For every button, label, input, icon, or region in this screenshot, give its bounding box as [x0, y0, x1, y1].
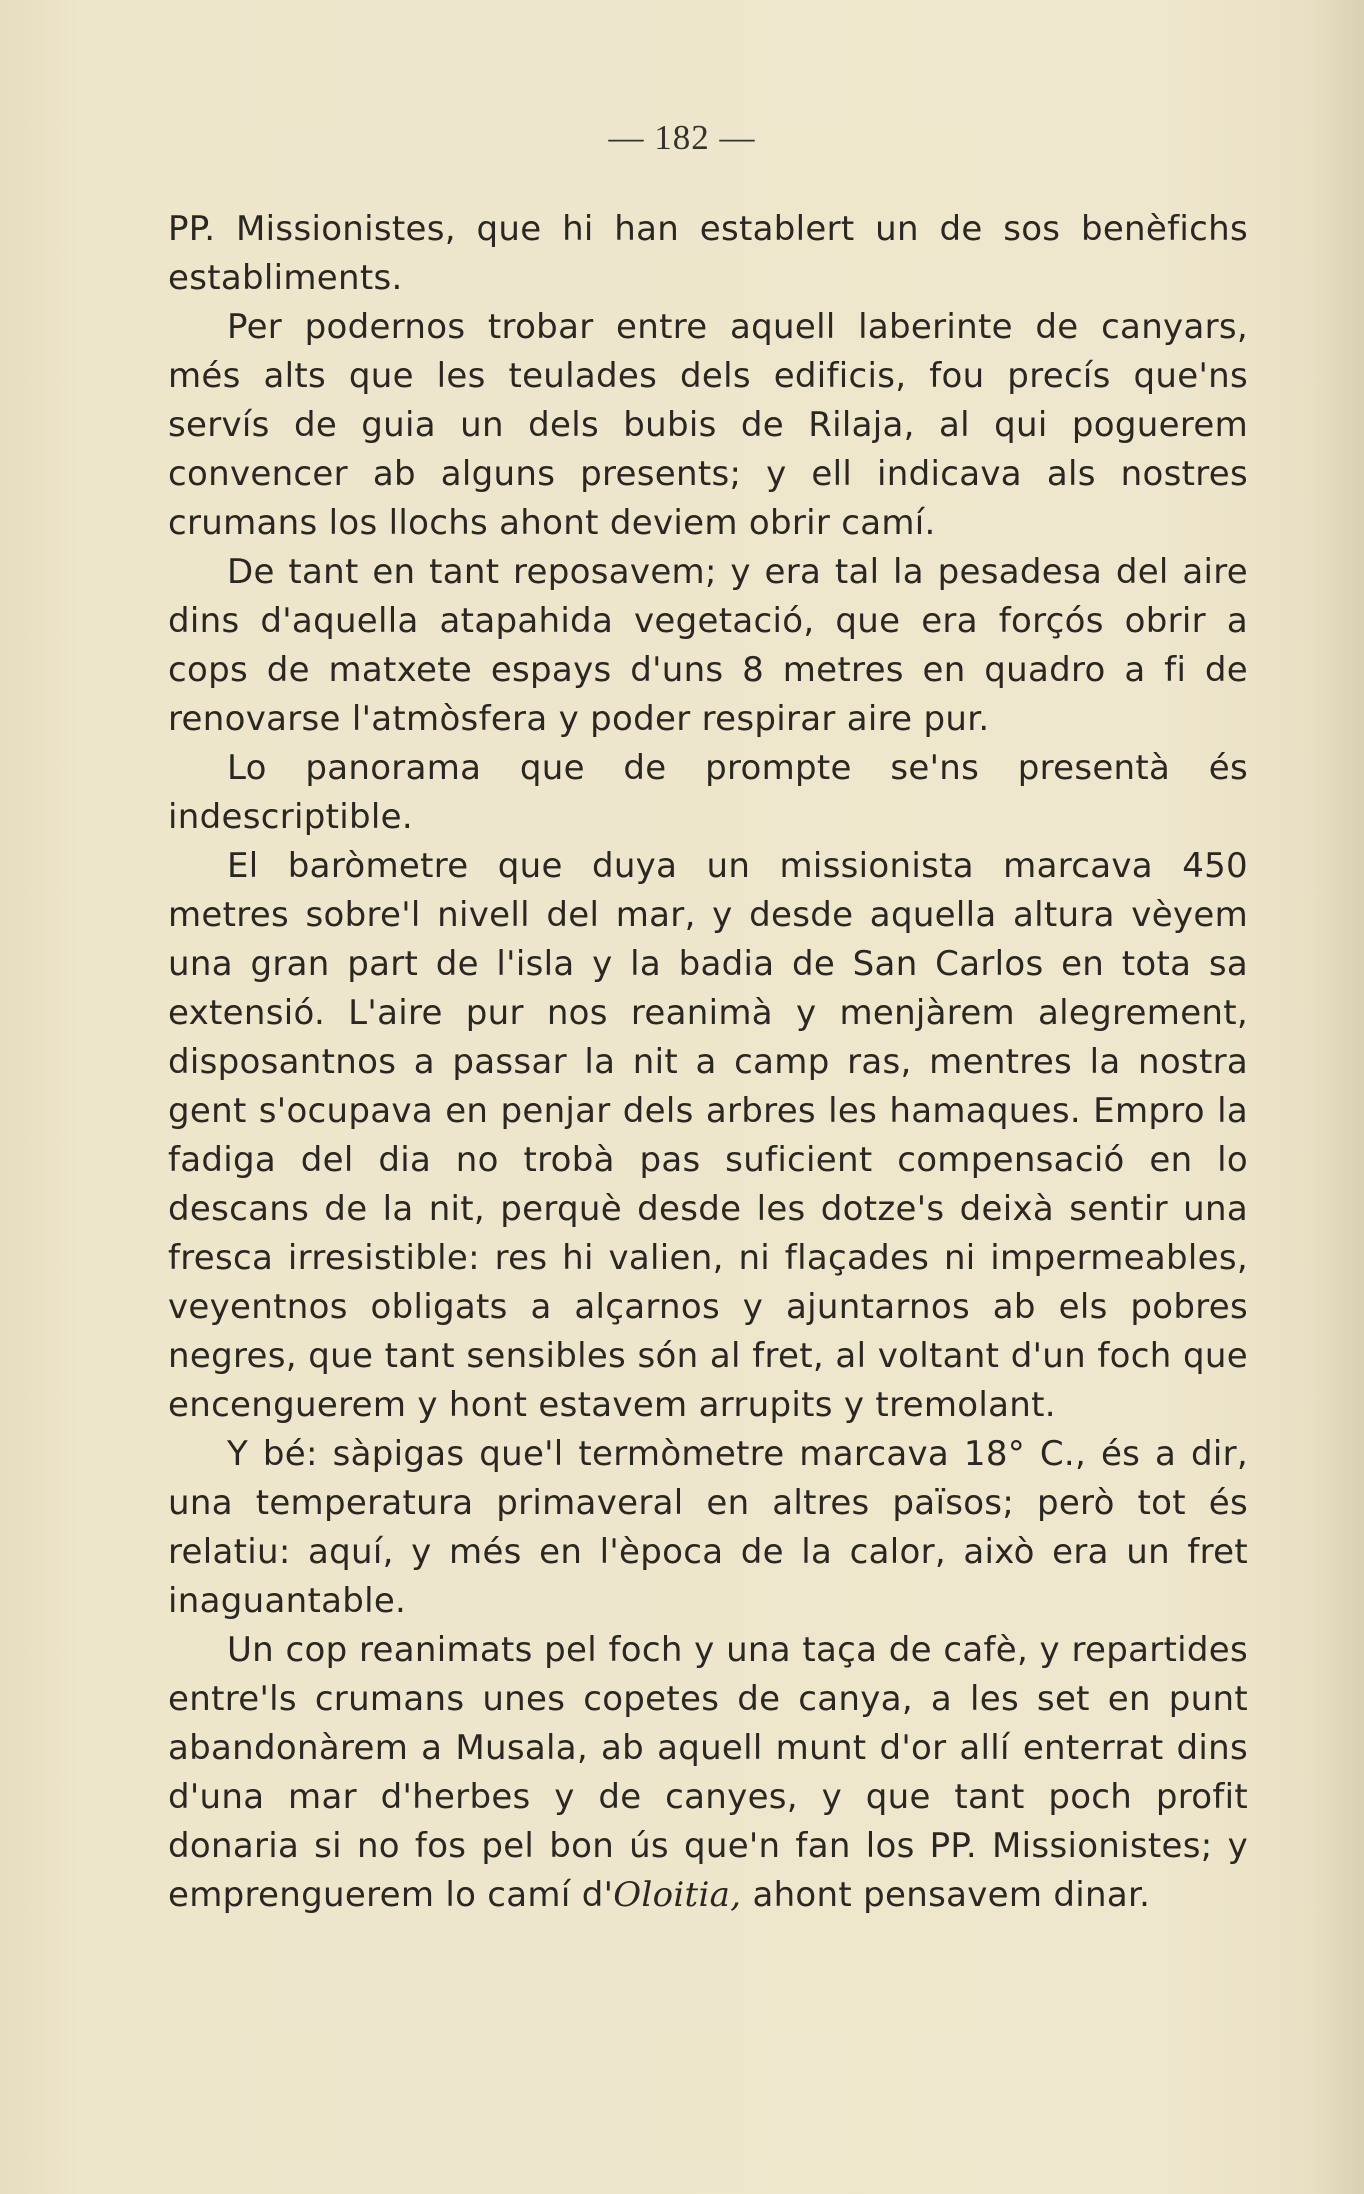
- paragraph-6: Y bé: sàpigas que'l termòmetre marcava 18° C., és a dir, una temperatura primaveral en altres països; però tot és relatiu: aquí, y més en l'època de la calor, això era un fret inaguantable.: [168, 1434, 1248, 1621]
- body-text: [168, 205, 1248, 1920]
- place-name-oloitia: Oloitia,: [613, 1875, 742, 1915]
- paragraph-7-text-before: Un cop reanimats pel foch y una taça de cafè, y repartides entre'ls crumans unes copetes de canya, a les set en punt abandonàrem a Musala, ab aquell munt d'or allí enterrat dins d'una mar d'herbes y de canyes, y que tant poch profit donaria si no fos pel bon ús que'n fan los PP. Missionistes; y emprenguerem lo camí d': [168, 1630, 1248, 1915]
- paragraph-5: El baròmetre que duya un missionista marcava 450 metres sobre'l nivell del mar, y desde aquella altura vèyem una gran part de l'isla y la badia de San Carlos en tota sa extensió. L'aire pur nos reanimà y menjàrem alegrement, disposantnos a passar la nit a camp ras, mentres la nostra gent s'ocupava en penjar dels arbres les hamaques. Empro la fadiga del dia no trobà pas suficient compensació en lo descans de la nit, perquè desde les dotze's deixà sentir una fresca irresistible: res hi valien, ni flaçades ni impermeables, veyentnos obligats a alçarnos y ajuntarnos ab els pobres negres, que tant sensibles són al fret, al voltant d'un foch que encenguerem y hont estavem arrupits y tremolant.: [168, 846, 1248, 1425]
- page-number: — 182 —: [608, 118, 756, 157]
- paragraph-4: Lo panorama que de prompte se'ns presentà és indescriptible.: [168, 748, 1248, 837]
- paragraph-1: PP. Missionistes, que hi han establert un de sos benèfichs establiments.: [168, 209, 1248, 298]
- paragraph-7: [168, 1626, 1248, 1920]
- paragraph-2: Per podernos trobar entre aquell laberinte de canyars, més alts que les teulades dels edificis, fou precís que'ns servís de guia un dels bubis de Rilaja, al qui poguerem convencer ab alguns presents; y ell indicava als nostres crumans los llochs ahont deviem obrir camí.: [168, 307, 1248, 543]
- paragraph-7-text-after: ahont pensavem dinar.: [741, 1875, 1151, 1915]
- paragraph-3: De tant en tant reposavem; y era tal la pesadesa del aire dins d'aquella atapahida vegetació, que era forçós obrir a cops de matxete espays d'uns 8 metres en quadro a fi de renovarse l'atmòsfera y poder respirar aire pur.: [168, 552, 1248, 739]
